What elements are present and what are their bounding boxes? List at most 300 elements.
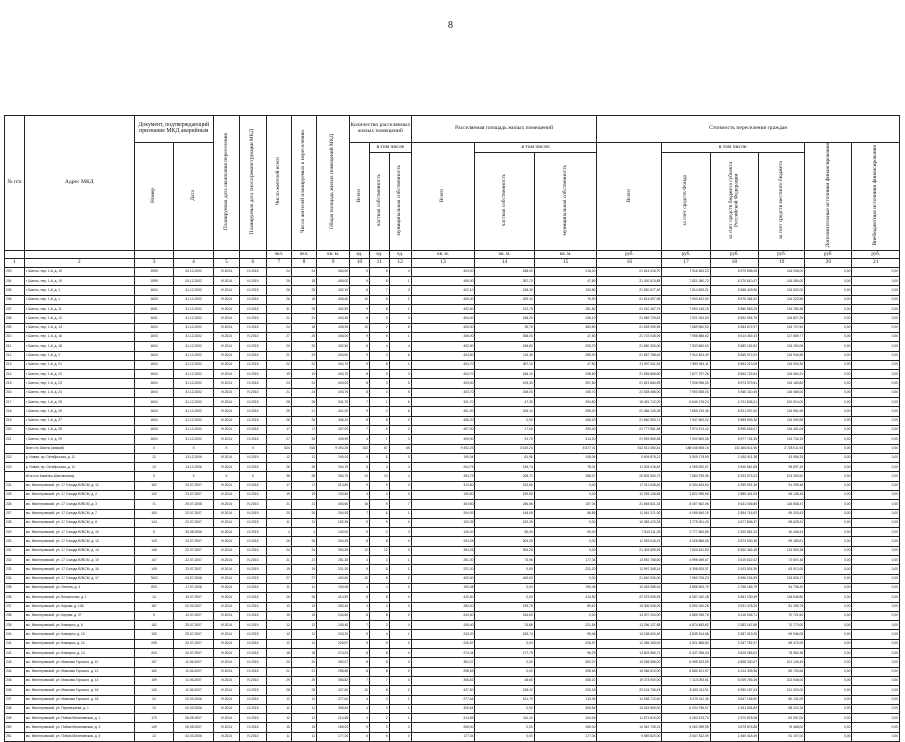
table-cell: 0 [389, 676, 411, 685]
table-cell: 6 [350, 732, 370, 741]
table-cell: 8 [369, 686, 389, 695]
table-cell: 402,50 [317, 342, 350, 351]
table-cell: 152 [134, 621, 174, 630]
table-cell: 206 [5, 295, 25, 304]
address-cell: г. Шахты, пер. 1-й, д. 1 [24, 286, 134, 295]
table-cell: IV.2014 [213, 676, 239, 685]
table-cell: 31.12.2002 [174, 407, 214, 416]
table-cell: 21 722 048,09 [597, 332, 662, 341]
table-cell: 404,40 [411, 314, 475, 323]
table-cell: IV.2015 [240, 323, 266, 332]
table-cell: 21 640 000,00 [597, 574, 662, 583]
table-cell: 4 [266, 528, 291, 537]
table-cell: 204,25 [317, 537, 350, 546]
table-cell: 22.07.2007 [174, 509, 214, 518]
table-cell: 1604 [134, 286, 174, 295]
table-row [5, 704, 900, 713]
table-cell: 407,00 [317, 425, 350, 434]
address-cell: мо. Миллеровский, ул. Пойма Малиновская, д. 5 [24, 732, 134, 741]
table-cell: 204,25 [411, 537, 475, 546]
table-cell: 0 [389, 667, 411, 676]
table-cell: 18 491 712,09 [597, 398, 662, 407]
table-cell: 0 [389, 639, 411, 648]
table-cell: 20 [266, 342, 291, 351]
table-cell: 27 [266, 332, 291, 341]
table-cell: 7 889 951,11 [662, 360, 710, 369]
table-cell: 31.12.2002 [174, 435, 214, 444]
table-cell: 221 [5, 435, 25, 444]
column-number-cell: 18 [710, 258, 758, 267]
table-cell: 204,93 [411, 509, 475, 518]
table-cell: IV.2015 [240, 602, 266, 611]
table-cell: X [213, 472, 239, 481]
table-row [5, 676, 900, 685]
table-cell: IV.2015 [240, 686, 266, 695]
address-cell: р. Новая, пр. Октябрьская, д. 11 [24, 453, 134, 462]
table-cell: 26 [266, 537, 291, 546]
table-cell: 1601 [134, 314, 174, 323]
table-row [5, 639, 900, 648]
table-cell: 9 [350, 565, 370, 574]
table-cell: 1 [369, 398, 389, 407]
table-cell: 24 [291, 267, 316, 276]
column-number-cell: 10 [350, 258, 370, 267]
table-cell: 02.03.2006 [174, 732, 214, 741]
table-cell: 8 [369, 360, 389, 369]
table-cell: 1599 [134, 277, 174, 286]
table-cell: 298,65 [534, 667, 597, 676]
table-cell: 21 420 574,85 [597, 277, 662, 286]
table-cell: IV.2014 [213, 518, 239, 527]
table-cell: IV.2015 [240, 695, 266, 704]
table-cell: IV.2014 [213, 695, 239, 704]
table-cell: 7 855 219,36 [662, 407, 710, 416]
table-cell: IV.2014 [213, 667, 239, 676]
table-cell: 7 960 705,23 [662, 574, 710, 583]
table-cell: 24 [266, 267, 291, 276]
table-cell: 427,60 [411, 686, 475, 695]
table-cell: 18 [266, 649, 291, 658]
table-cell: 17 [291, 481, 316, 490]
table-cell: 118 648,80 [759, 593, 805, 602]
table-cell: 17 [291, 425, 316, 434]
table-cell: 7 933 860,60 [662, 342, 710, 351]
table-cell: 12 266 160,00 [597, 639, 662, 648]
table-cell: 0,00 [805, 723, 852, 732]
table-cell: 27 [266, 574, 291, 583]
table-cell: 224 [5, 481, 25, 490]
address-cell: мо. Миллеровский, ул. 17 Съезда ВЛКСМ, д. 2 [24, 490, 134, 499]
table-cell: 2 [389, 686, 411, 695]
table-cell: 7 821 080,72 [662, 277, 710, 286]
table-cell: 162 [134, 481, 174, 490]
table-cell: 11 [266, 518, 291, 527]
table-cell: 21 [266, 388, 291, 397]
table-cell: IV.2015 [240, 435, 266, 444]
table-cell: 4 996 069,67 [662, 556, 710, 565]
address-cell: г. Шахты, пер. 1-й, д. 11 [24, 305, 134, 314]
table-row [5, 667, 900, 676]
table-cell: 157,04 [534, 500, 597, 509]
header-cost-group: Стоимость переселения граждан [597, 116, 900, 143]
table-cell: 3 515 622,02 [710, 556, 758, 565]
address-cell: мо. Миллеровский, ул. 17 Съезда ВЛКСМ, д. 8 [24, 518, 134, 527]
table-cell: 5 589 593,35 [710, 416, 758, 425]
table-cell: 31 [266, 305, 291, 314]
table-cell: 21 593 960,58 [597, 435, 662, 444]
table-cell: 0,00 [475, 416, 534, 425]
table-cell: 21 [291, 314, 316, 323]
table-cell: 214,55 [411, 714, 475, 723]
table-cell: 294,50 [534, 398, 597, 407]
table-cell: 410,50 [317, 593, 350, 602]
header-address: Адрес МКД [24, 116, 134, 251]
table-cell: 4 [389, 342, 411, 351]
table-cell: 3 [389, 435, 411, 444]
table-cell: 5 [350, 639, 370, 648]
table-cell: 26 [266, 463, 291, 472]
column-number-cell: 12 [389, 258, 411, 267]
table-cell: 5 564 213,09 [710, 360, 758, 369]
table-cell: 177,04 [317, 732, 350, 741]
table-cell: 0,00 [475, 732, 534, 741]
table-cell: 8 [369, 305, 389, 314]
table-cell: 17 011 648,40 [597, 481, 662, 490]
table-cell: 31.12.2002 [174, 379, 214, 388]
table-cell: 150 [134, 630, 174, 639]
table-cell: IV.2015 [240, 714, 266, 723]
table-cell: 59 185,61 [759, 537, 805, 546]
table-cell: 11.06.2007 [174, 667, 214, 676]
table-cell: 3 858 609,79 [662, 583, 710, 592]
table-cell: IV.2015 [240, 463, 266, 472]
table-cell: 73,96 [475, 556, 534, 565]
address-cell: мо. Миллеровский, ул. Ленина, д. 4 [24, 583, 134, 592]
table-cell: 12 [291, 453, 316, 462]
table-cell: 401,20 [317, 407, 350, 416]
table-cell: 13 [134, 732, 174, 741]
table-cell: 3 387 919,26 [710, 630, 758, 639]
table-cell: 251 [5, 732, 25, 741]
table-cell: 29 [266, 676, 291, 685]
table-cell: 5 009 783,36 [710, 676, 758, 685]
table-cell: IV.2015 [240, 379, 266, 388]
table-cell: IV.2014 [213, 463, 239, 472]
table-cell: 5 560 110,45 [710, 388, 758, 397]
table-cell: 314,20 [534, 435, 597, 444]
table-cell: 116 827,29 [759, 314, 805, 323]
table-cell: 0,00 [852, 277, 900, 286]
table-cell: 31.12.2002 [174, 416, 214, 425]
table-row [5, 407, 900, 416]
table-cell: 220 [5, 425, 25, 434]
table-cell: 4 [389, 621, 411, 630]
table-cell: 31.12.2002 [174, 286, 214, 295]
table-cell: 11 004 016,52 [597, 463, 662, 472]
table-cell: 404,70 [317, 360, 350, 369]
table-cell: 2 728 011,93 [759, 444, 805, 453]
table-cell: IV.2015 [240, 565, 266, 574]
table-cell: 357,70 [475, 277, 534, 286]
table-cell: 12 [291, 695, 316, 704]
table-cell: 402,50 [411, 305, 475, 314]
table-cell: 5 521 937,62 [710, 407, 758, 416]
unit-cell [174, 250, 214, 258]
table-cell: 0,00 [852, 593, 900, 602]
table-cell: IV.2015 [240, 611, 266, 620]
table-cell: 5 596 034,55 [710, 574, 758, 583]
table-cell: 0,00 [852, 602, 900, 611]
address-cell: г. Шахты, пер. 1-й, д. 19 [24, 267, 134, 276]
table-cell: 13 [134, 463, 174, 472]
table-cell: 8 [369, 537, 389, 546]
table-cell: 88 210,16 [759, 704, 805, 713]
relocation-table [4, 115, 900, 742]
table-cell: 8 087 042,48 [662, 593, 710, 602]
table-cell: 38 [291, 472, 316, 481]
table-row [5, 714, 900, 723]
table-cell: 0 [389, 518, 411, 527]
table-cell: 246 [5, 686, 25, 695]
table-cell: 214,55 [317, 714, 350, 723]
table-cell: IV.2014 [213, 407, 239, 416]
table-cell: IV.2014 [213, 658, 239, 667]
table-cell: 142 [134, 490, 174, 499]
table-cell: 0 [389, 583, 411, 592]
table-cell: 116 006,00 [759, 267, 805, 276]
table-cell: 512 611 080,81 [597, 444, 662, 453]
table-cell: 0,00 [805, 695, 852, 704]
table-cell: IV.2014 [213, 556, 239, 565]
table-row [5, 463, 900, 472]
table-cell: 11 573 810,00 [597, 714, 662, 723]
table-cell: IV.2015 [240, 621, 266, 630]
table-cell: X [134, 472, 174, 481]
table-cell: 24 [266, 379, 291, 388]
table-cell: IV.2015 [240, 407, 266, 416]
table-cell: 8 [350, 416, 370, 425]
table-cell: 400,60 [411, 574, 475, 583]
unit-cell [213, 250, 239, 258]
table-cell: 116 466,00 [759, 388, 805, 397]
table-cell: 305,64 [317, 704, 350, 713]
table-cell: 116 093,30 [759, 360, 805, 369]
table-cell: 1603 [134, 332, 174, 341]
table-cell: 0,00 [805, 295, 852, 304]
table-cell: 341,70 [411, 398, 475, 407]
column-number-cell: 8 [291, 258, 316, 267]
table-cell: 9 492,25 [317, 444, 350, 453]
table-cell: 22.07.2007 [174, 546, 214, 555]
table-cell: 1604 [134, 416, 174, 425]
table-row [5, 602, 900, 611]
address-cell: мо. Миллеровский, ул. 17 Съезда ВЛКСМ, д. 17 [24, 574, 134, 583]
table-cell: 245,40 [317, 621, 350, 630]
table-cell: 25 [266, 407, 291, 416]
table-cell: 2 758 155,75 [710, 583, 758, 592]
address-cell: мо. Миллеровский, ул. 17 Съезда ВЛКСМ, д. 3 [24, 500, 134, 509]
table-cell: 9 [350, 407, 370, 416]
table-cell: 0,00 [805, 658, 852, 667]
table-cell: 0 [389, 723, 411, 732]
table-cell: 0,00 [805, 379, 852, 388]
table-cell: 40 446,24 [759, 528, 805, 537]
table-cell: 404,00 [411, 267, 475, 276]
table-cell: 15 [266, 611, 291, 620]
table-cell: 160 [134, 667, 174, 676]
table-cell: IV.2015 [240, 351, 266, 360]
table-cell: 144 [134, 518, 174, 527]
table-cell: 11 [291, 732, 316, 741]
table-cell: 247 [5, 695, 25, 704]
table-cell: 3 822 995,98 [662, 490, 710, 499]
table-cell: IV.2015 [240, 639, 266, 648]
table-cell: X [174, 472, 214, 481]
table-cell: 7 916 363,23 [662, 267, 710, 276]
table-cell: 0,00 [852, 398, 900, 407]
table-cell: 1 [389, 704, 411, 713]
table-cell: 26 [291, 537, 316, 546]
table-cell: 394,79 [317, 472, 350, 481]
table-cell: 10 254 086,16 [597, 583, 662, 592]
table-cell: 0,00 [852, 351, 900, 360]
table-cell: 0,00 [805, 686, 852, 695]
table-cell: IV.2014 [213, 611, 239, 620]
column-number-cell: 19 [759, 258, 805, 267]
table-cell: IV.2015 [240, 556, 266, 565]
table-cell: 0,00 [852, 332, 900, 341]
table-cell: 0,00 [805, 481, 852, 490]
table-cell: 3 187 782,37 [710, 639, 758, 648]
table-cell: 50,00 [475, 528, 534, 537]
table-cell: 19 [291, 490, 316, 499]
table-cell: 31.12.2002 [174, 305, 214, 314]
table-cell: 7 974 474,42 [662, 425, 710, 434]
table-cell: 241 [5, 639, 25, 648]
table-cell: 188,00 [475, 267, 534, 276]
table-cell: 3 [369, 695, 389, 704]
table-cell: IV.2015 [240, 676, 266, 685]
table-cell: 232 [5, 556, 25, 565]
table-cell: 403,60 [317, 500, 350, 509]
table-row [5, 695, 900, 704]
table-cell: 8 [389, 323, 411, 332]
table-cell: 221,54 [534, 621, 597, 630]
table-cell: IV.2014 [213, 565, 239, 574]
header-count-incl: в том числе [369, 143, 411, 153]
table-cell: 7 912 824,49 [662, 351, 710, 360]
table-cell: 13 [291, 602, 316, 611]
table-cell: 329,10 [475, 295, 534, 304]
table-row [5, 565, 900, 574]
table-cell: 277,64 [411, 695, 475, 704]
table-cell: 0,00 [475, 565, 534, 574]
table-cell: 12 [266, 695, 291, 704]
table-cell: 0,00 [852, 416, 900, 425]
table-cell: IV.2014 [213, 277, 239, 286]
table-cell: 5 573 379,61 [710, 379, 758, 388]
table-cell: 47,80 [534, 277, 597, 286]
table-cell: 1601 [134, 305, 174, 314]
table-cell: 21 528 990,55 [597, 323, 662, 332]
table-cell: 218,42 [475, 686, 534, 695]
table-cell: 313,80 [411, 481, 475, 490]
table-cell: IV.2014 [213, 649, 239, 658]
unit-cell: кв. м. [317, 250, 350, 258]
header-count-group: Количество расселяемых жилых помещений [350, 116, 412, 143]
table-cell: 31.12.2002 [174, 342, 214, 351]
table-cell: 25.07.2008 [174, 500, 214, 509]
table-cell: 4 055 840,15 [662, 509, 710, 518]
table-cell: 76,30 [534, 295, 597, 304]
table-cell: 24 [291, 388, 316, 397]
table-row [5, 574, 900, 583]
table-cell: 0,00 [805, 398, 852, 407]
table-cell: 11 053 516,22 [597, 537, 662, 546]
table-cell: 71 [134, 500, 174, 509]
table-cell: 7 [350, 676, 370, 685]
table-cell: 427,60 [317, 686, 350, 695]
table-cell: 26 [291, 463, 316, 472]
table-cell: 19.07.2007 [174, 593, 214, 602]
table-cell: IV.2015 [240, 546, 266, 555]
table-cell: 21 528 466,00 [597, 388, 662, 397]
table-cell: 0,00 [852, 704, 900, 713]
address-cell: мо. Миллеровский, ул. Кирова, д. 13А [24, 602, 134, 611]
table-cell: 70 721,60 [759, 611, 805, 620]
table-cell: 516 [291, 444, 316, 453]
table-cell: 524 [266, 444, 291, 453]
unit-cell: кв. м. [411, 250, 475, 258]
table-cell: 21 [291, 500, 316, 509]
table-cell: IV.2015 [240, 267, 266, 276]
table-cell: 13 592 768,60 [597, 556, 662, 565]
table-cell: 25.07.2007 [174, 621, 214, 630]
table-cell: 404,50 [411, 351, 475, 360]
table-cell: 11 [266, 704, 291, 713]
table-cell: 190,04 [317, 453, 350, 462]
table-cell: IV.2014 [213, 360, 239, 369]
table-cell: 235 [5, 583, 25, 592]
table-cell: 236,10 [534, 314, 597, 323]
table-cell: 0,00 [852, 714, 900, 723]
table-cell: IV.2014 [213, 416, 239, 425]
table-cell: 0,00 [805, 676, 852, 685]
table-cell: 405,00 [411, 277, 475, 286]
table-row [5, 305, 900, 314]
unit-cell: чел. [266, 250, 291, 258]
table-cell: 6 [369, 732, 389, 741]
table-cell: 4 [389, 472, 411, 481]
table-cell: 113 953,38 [759, 546, 805, 555]
table-cell: IV.2014 [213, 537, 239, 546]
table-cell: 101 126,45 [759, 658, 805, 667]
table-cell: 14 342 705,14 [597, 723, 662, 732]
table-cell: 281,60 [534, 305, 597, 314]
address-cell: Всего по Шахты (аварий) [24, 444, 134, 453]
table-cell: 8 007 562,06 [662, 500, 710, 509]
address-cell: р. Новая, пр. Октябрьская, д. 12 [24, 463, 134, 472]
table-cell: 140,00 [317, 528, 350, 537]
table-cell: 401,20 [411, 407, 475, 416]
table-cell: 5 580 663,25 [710, 305, 758, 314]
table-cell: 190,04 [411, 453, 475, 462]
table-cell: 12 [291, 714, 316, 723]
unit-cell: кв. м. [534, 250, 597, 258]
table-cell: 5 293 573,23 [710, 472, 758, 481]
table-cell: 245,40 [411, 621, 475, 630]
table-row [5, 472, 900, 481]
